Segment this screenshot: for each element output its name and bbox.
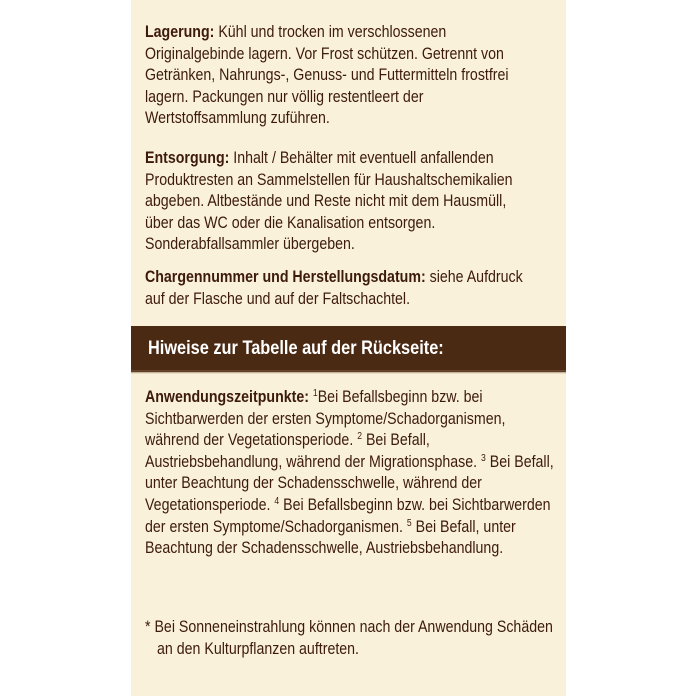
application-line bbox=[145, 452, 558, 474]
application-text: der ersten Symptome/Schadorganismen. bbox=[145, 517, 407, 536]
storage-line: Wertstoffsammlung zuführen. bbox=[145, 109, 330, 128]
application-times-section bbox=[145, 387, 558, 560]
banner-shadow bbox=[131, 370, 566, 374]
disposal-section bbox=[145, 148, 558, 256]
disposal-heading: Entsorgung: bbox=[145, 149, 230, 167]
storage-heading: Lagerung: bbox=[145, 23, 215, 41]
application-text: Bei Befallsbeginn bzw. bei bbox=[317, 388, 483, 406]
application-line: Beachtung der Schadensschwelle, Austriebsbehandlung. bbox=[145, 539, 504, 558]
section-banner bbox=[131, 326, 566, 372]
storage-section bbox=[145, 22, 558, 130]
disposal-text: Inhalt / Behälter mit eventuell anfallenden bbox=[229, 149, 494, 167]
footnote-section bbox=[145, 617, 558, 660]
disposal-line bbox=[145, 148, 558, 170]
application-line bbox=[145, 517, 558, 539]
application-text: Bei Befallsbeginn bzw. bei Sichtbarwerden bbox=[283, 495, 551, 514]
batch-line: auf der Flasche und auf der Faltschachtel. bbox=[145, 289, 411, 308]
footnote-line: an den Kulturpflanzen auftreten. bbox=[157, 639, 360, 658]
storage-line: Originalgebinde lagern. Vor Frost schützen. Getrennt von bbox=[145, 44, 504, 63]
batch-heading: Chargennummer und Herstellungsdatum: bbox=[145, 268, 426, 286]
application-text: während der Vegetationsperiode. bbox=[145, 431, 358, 450]
storage-line: Getränken, Nahrungs-, Genuss- und Futtermitteln frostfrei bbox=[145, 66, 509, 85]
footnote-number: 1 bbox=[312, 388, 318, 399]
disposal-line: Sonderabfallsammler übergeben. bbox=[145, 235, 355, 254]
application-line: unter Beachtung der Schadensschwelle, während der bbox=[145, 474, 482, 493]
banner-title: Hiweise zur Tabelle auf der Rückseite: bbox=[148, 338, 444, 359]
application-heading: Anwendungszeitpunkte: bbox=[145, 388, 309, 406]
application-text: Vegetationsperiode. bbox=[145, 495, 275, 514]
footnote-number: 4 bbox=[274, 495, 280, 507]
application-line bbox=[145, 495, 558, 517]
label-panel bbox=[131, 0, 566, 696]
application-text: Bei Befall, bbox=[489, 452, 554, 471]
application-text: Austriebsbehandlung, während der Migrationsphase. bbox=[145, 452, 482, 471]
storage-line bbox=[145, 22, 558, 44]
disposal-line: über das WC oder die Kanalisation entsorgen. bbox=[145, 213, 436, 232]
batch-text: siehe Aufdruck bbox=[425, 268, 523, 286]
disposal-line: Produktresten an Sammelstellen für Haushaltschemikalien bbox=[145, 170, 513, 189]
footnote-number: 2 bbox=[357, 431, 363, 443]
footnote-number: 3 bbox=[481, 452, 486, 464]
disposal-line: abgeben. Altbestände und Reste nicht mit dem Hausmüll, bbox=[145, 192, 507, 211]
batch-section bbox=[145, 267, 558, 310]
application-line: Sichtbarwerden der ersten Symptome/Schadorganismen, bbox=[145, 409, 506, 428]
application-line bbox=[145, 387, 558, 409]
storage-text: Kühl und trocken im verschlossenen bbox=[214, 23, 447, 41]
footnote-number: 5 bbox=[406, 517, 412, 529]
batch-line bbox=[145, 267, 558, 289]
storage-line: lagern. Packungen nur völlig restentleert der bbox=[145, 87, 424, 106]
application-text: Bei Befall, unter bbox=[415, 517, 516, 536]
application-text: Bei Befall, bbox=[365, 431, 430, 450]
application-line bbox=[145, 430, 558, 452]
footnote-line: * Bei Sonneneinstrahlung können nach der Anwendung Schäden bbox=[145, 618, 553, 636]
